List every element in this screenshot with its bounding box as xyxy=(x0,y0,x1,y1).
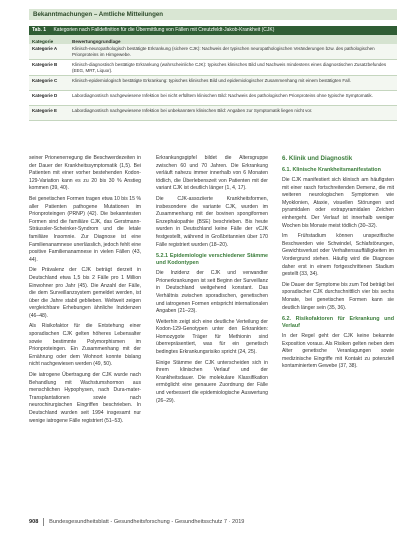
article-body xyxy=(29,155,397,520)
column-2-paragraphs xyxy=(156,155,268,249)
table-cell-description: Labordiagnostisch nachgewiesene Infektion bei unbekanntem klinischen Bild: Angaben zur Symptomatik liegen nicht vor. xyxy=(72,108,313,114)
body-paragraph: Weiterhin zeigt sich eine deutliche Verteilung der Kodon-129-Genotypen unter den Erkrankten: Homozygote Träger für Methionin sind überrepräsentiert, was für ein genetisch bedingtes Erkrankungsrisiko spricht (24, 25). xyxy=(156,318,268,356)
table-row xyxy=(29,91,397,106)
category-table xyxy=(29,26,397,121)
table-header-category: Kategorie xyxy=(32,39,54,44)
table-row xyxy=(29,60,397,76)
table-row xyxy=(29,44,397,60)
section-header: Bekanntmachungen – Amtliche Mitteilungen xyxy=(29,9,397,20)
table-cell-description: Klinisch-epidemiologisch bestätigte Erkrankung: typisches klinisches Bild und epidemiologischer Zusammenhang mit einem bestätigten Fall. xyxy=(72,78,351,84)
body-paragraph: Erkrankungsgipfel bildet die Altersgruppe zwischen 60 und 70 Jahren. Die Erkrankung verläuft nahezu immer innerhalb von 6 Monaten tödlich, die Überlebenszeit von Patienten mit der variant CJK ist deutlich länger (1, 4, 17). xyxy=(156,155,268,192)
journal-citation: Bundesgesundheitsblatt - Gesundheitsforschung - Gesundheitsschutz 7 · 2019 xyxy=(49,519,245,525)
table-cell-description: Klinisch-neuropathologisch bestätigte Erkrankung (sichere CJK): Nachweis der typischen neuropathologischen Veränderungen bzw. des pathologischen Prionproteins im Hirngewebe. xyxy=(72,46,375,57)
body-paragraph: Als Risikofaktor für die Entstehung einer sporadischen CJK gelten höheres Lebensalter sowie bestimmte Polymorphismen im Prionproteingen. Ein Zusammenhang mit der Ernährung oder dem Wohnort konnte bislang nicht nachgewiesen werden (49, 50). xyxy=(29,323,141,368)
table-cell-category: Kategorie E xyxy=(32,108,58,114)
body-paragraph: Bei genetischen Formen tragen etwa 10 bis 15 % aller Patienten pathogene Mutationen im Prionproteingen (PRNP) (42). Die bekanntesten Formen sind die familiäre CJK, das Gerstmann-Sträussler-Scheinker-Syndrom und die letale familiäre Insomnie. Zur Diagnose ist eine Familienanamnese unerlässlich, jedoch fehlt eine positive Familienanamnese in vielen Fällen (43, 44). xyxy=(29,195,141,263)
table-header-row xyxy=(29,35,397,44)
body-paragraph: Die iatrogene Übertragung der CJK wurde nach Behandlung mit Wachstumshormon aus menschlichen Hypophysen, nach Dura-mater-Transplantationen sowie nach neurochirurgischen Eingriffen beschrieben. In Deutschland wurden seit 1994 insgesamt nur wenige iatrogene Fälle registriert (51–53). xyxy=(29,372,141,424)
text-column-2 xyxy=(156,155,268,408)
body-paragraph: Die CJK manifestiert sich klinisch am häufigsten mit einer rasch fortschreitenden Demenz, die mit weiteren neurologischen Symptomen wie Myoklonien, Ataxie, visuellen Störungen und pyramidalen oder extrapyramidalen Zeichen einhergeht. Der Verlauf ist innerhalb weniger Wochen bis Monate meist tödlich (30–32). xyxy=(282,177,394,229)
body-paragraph: Einige Stämme der CJK unterscheiden sich in ihrem klinischen Verlauf und der Krankheitsdauer. Die molekulare Klassifikation ermöglicht eine genauere Zuordnung der Fälle und verbessert die epidemiologische Auswertung (26–29). xyxy=(156,359,268,404)
table-cell-category: Kategorie A xyxy=(32,46,58,51)
body-paragraph: Die Dauer der Symptome bis zum Tod beträgt bei sporadischer CJK durchschnittlich vier bis sechs Monate, bei genetischen Formen kann sie deutlich länger sein (35, 36). xyxy=(282,281,394,311)
table-caption xyxy=(29,26,397,35)
footer-divider xyxy=(43,518,44,526)
body-paragraph: Im Frühstadium können unspezifische Beschwerden wie Schwindel, Schlafstörungen, Gewichtsverlust oder Verhaltensauffälligkeiten im Vordergrund stehen. Häufig wird die Diagnose daher erst in einem fortgeschrittenen Stadium gestellt (33, 34). xyxy=(282,233,394,278)
text-column-1 xyxy=(29,155,141,428)
subsection-heading-risk-factors: 6.2. Risikofaktoren für Erkrankung und Verlauf xyxy=(282,316,394,330)
table-cell-category: Kategorie D xyxy=(32,93,58,99)
table-header-description: Bewertungsgrundlage xyxy=(72,39,121,44)
text-column-3 xyxy=(282,155,394,374)
body-paragraph: In der Regel geht der CJK keine bekannte Exposition voraus. Als Risiken gelten neben dem Alter genetische Veranlagungen sowie medizinische Eingriffe mit Kontakt zu potenziell kontaminiertem Gewebe (37, 38). xyxy=(282,333,394,370)
section-heading-clinic: 6. Klinik und Diagnostik xyxy=(282,155,353,162)
subsection-heading-epidemiology: 5.2.1 Epidemiologie verschiedener Stämme und Kodontypen xyxy=(156,253,268,267)
page-footer xyxy=(29,518,397,526)
table-cell-description: Labordiagnostisch nachgewiesene Infektion bei nicht erfülltem klinischen Bild: Nachweis des pathologischen Prionproteins ohne typische Symptomatik. xyxy=(72,93,373,99)
body-paragraph: Die Inzidenz der CJK und verwandter Prionerkrankungen ist seit Beginn der Surveillanz in Deutschland weitgehend konstant. Das Verhältnis zwischen sporadischen, genetischen und iatrogenen Formen entspricht internationalen Angaben (21–23). xyxy=(156,270,268,315)
column-3-paragraphs xyxy=(282,177,394,312)
table-cell-category: Kategorie C xyxy=(32,78,58,84)
table-cell-description: Klinisch-diagnostisch bestätigte Erkrankung (wahrscheinliche CJK): typisches klinisches Bild und Nachweis mindestens eines diagnostischen Zusatzbefundes (EEG, MRT, Liquor). xyxy=(72,62,387,73)
table-body xyxy=(29,44,397,121)
column-3-paragraphs-after xyxy=(282,333,394,371)
table-caption-text: Kategorien nach Falldefinition für die Übermittlung von Fällen mit Creutzfeldt-Jakob-Krankheit (CJK) xyxy=(53,27,275,33)
body-paragraph: Die CJK-assoziierte Krankheitsformen, insbesondere die variante CJK, wurden im Zusammenhang mit der bovinen spongiformen Enzephalopathie (BSE) beschrieben. Bis heute wurden in Deutschland keine Fälle der vCJK festgestellt, während in Großbritannien über 170 Fälle registriert wurden (18–20). xyxy=(156,195,268,248)
table-row xyxy=(29,76,397,91)
table-row xyxy=(29,106,397,121)
subsection-heading-manifestation: 6.1. Klinische Krankheitsmanifestation xyxy=(282,167,381,173)
table-cell-category: Kategorie B xyxy=(32,62,58,68)
column-2-paragraphs-after xyxy=(156,270,268,405)
page-number: 908 xyxy=(29,519,39,525)
table-number: Tab. 1 xyxy=(32,27,47,33)
body-paragraph: seiner Prionenerregung die Beschwerdezeiten in der Dauer der Krankheitssymptomatik (1,5). Bei Patienten mit einer vorher bestehenden Kodon-129-Variation kann es zu 20 bis 30 % Anstieg kommen (39, 40). xyxy=(29,155,141,192)
body-paragraph: Die Prävalenz der CJK beträgt derzeit in Deutschland etwa 1,5 bis 2 Fälle pro 1 Million Einwohner pro Jahr (45). Die Anzahl der Fälle, die dem Surveillanzsystem gemeldet werden, ist über die Jahre stabil geblieben. Weltweit zeigen vergleichbare Erhebungen ähnliche Inzidenzen (46–48). xyxy=(29,267,141,319)
